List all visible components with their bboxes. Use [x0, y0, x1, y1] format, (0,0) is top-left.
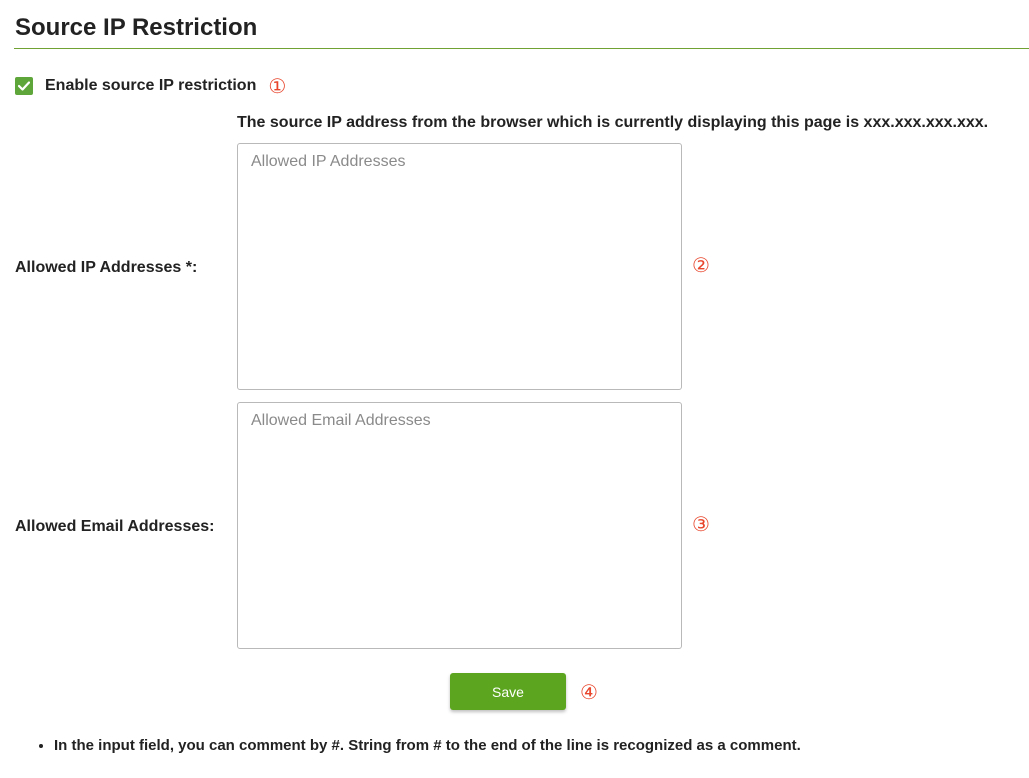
checkmark-icon [18, 81, 30, 91]
save-button[interactable]: Save [450, 673, 566, 710]
source-ip-note [237, 114, 988, 132]
source-ip-note-text: The source IP address from the browser which is currently displaying this page is [237, 114, 864, 131]
enable-restriction-row [15, 76, 286, 96]
source-ip-note-suffix: . [983, 114, 989, 131]
page-title: Source IP Restriction [15, 14, 258, 41]
title-divider [14, 48, 1029, 49]
enable-restriction-checkbox[interactable] [15, 77, 33, 95]
note-item: • In the input field, you can comment by #. String from # to the end of the line is recognized as a comment. [54, 736, 801, 756]
enable-restriction-label[interactable]: Enable source IP restriction [45, 77, 257, 94]
allowed-ip-label: Allowed IP Addresses *: [15, 259, 198, 276]
allowed-ip-textarea[interactable] [237, 143, 682, 390]
annotation-marker-4: ④ [580, 680, 598, 704]
annotation-marker-2: ② [692, 253, 710, 277]
allowed-email-textarea[interactable] [237, 402, 682, 649]
allowed-email-label: Allowed Email Addresses: [15, 518, 215, 535]
notes-list [36, 736, 801, 756]
annotation-marker-3: ③ [692, 512, 710, 536]
annotation-marker-1: ① [268, 74, 287, 98]
source-ip-value: xxx.xxx.xxx.xxx [863, 114, 984, 131]
